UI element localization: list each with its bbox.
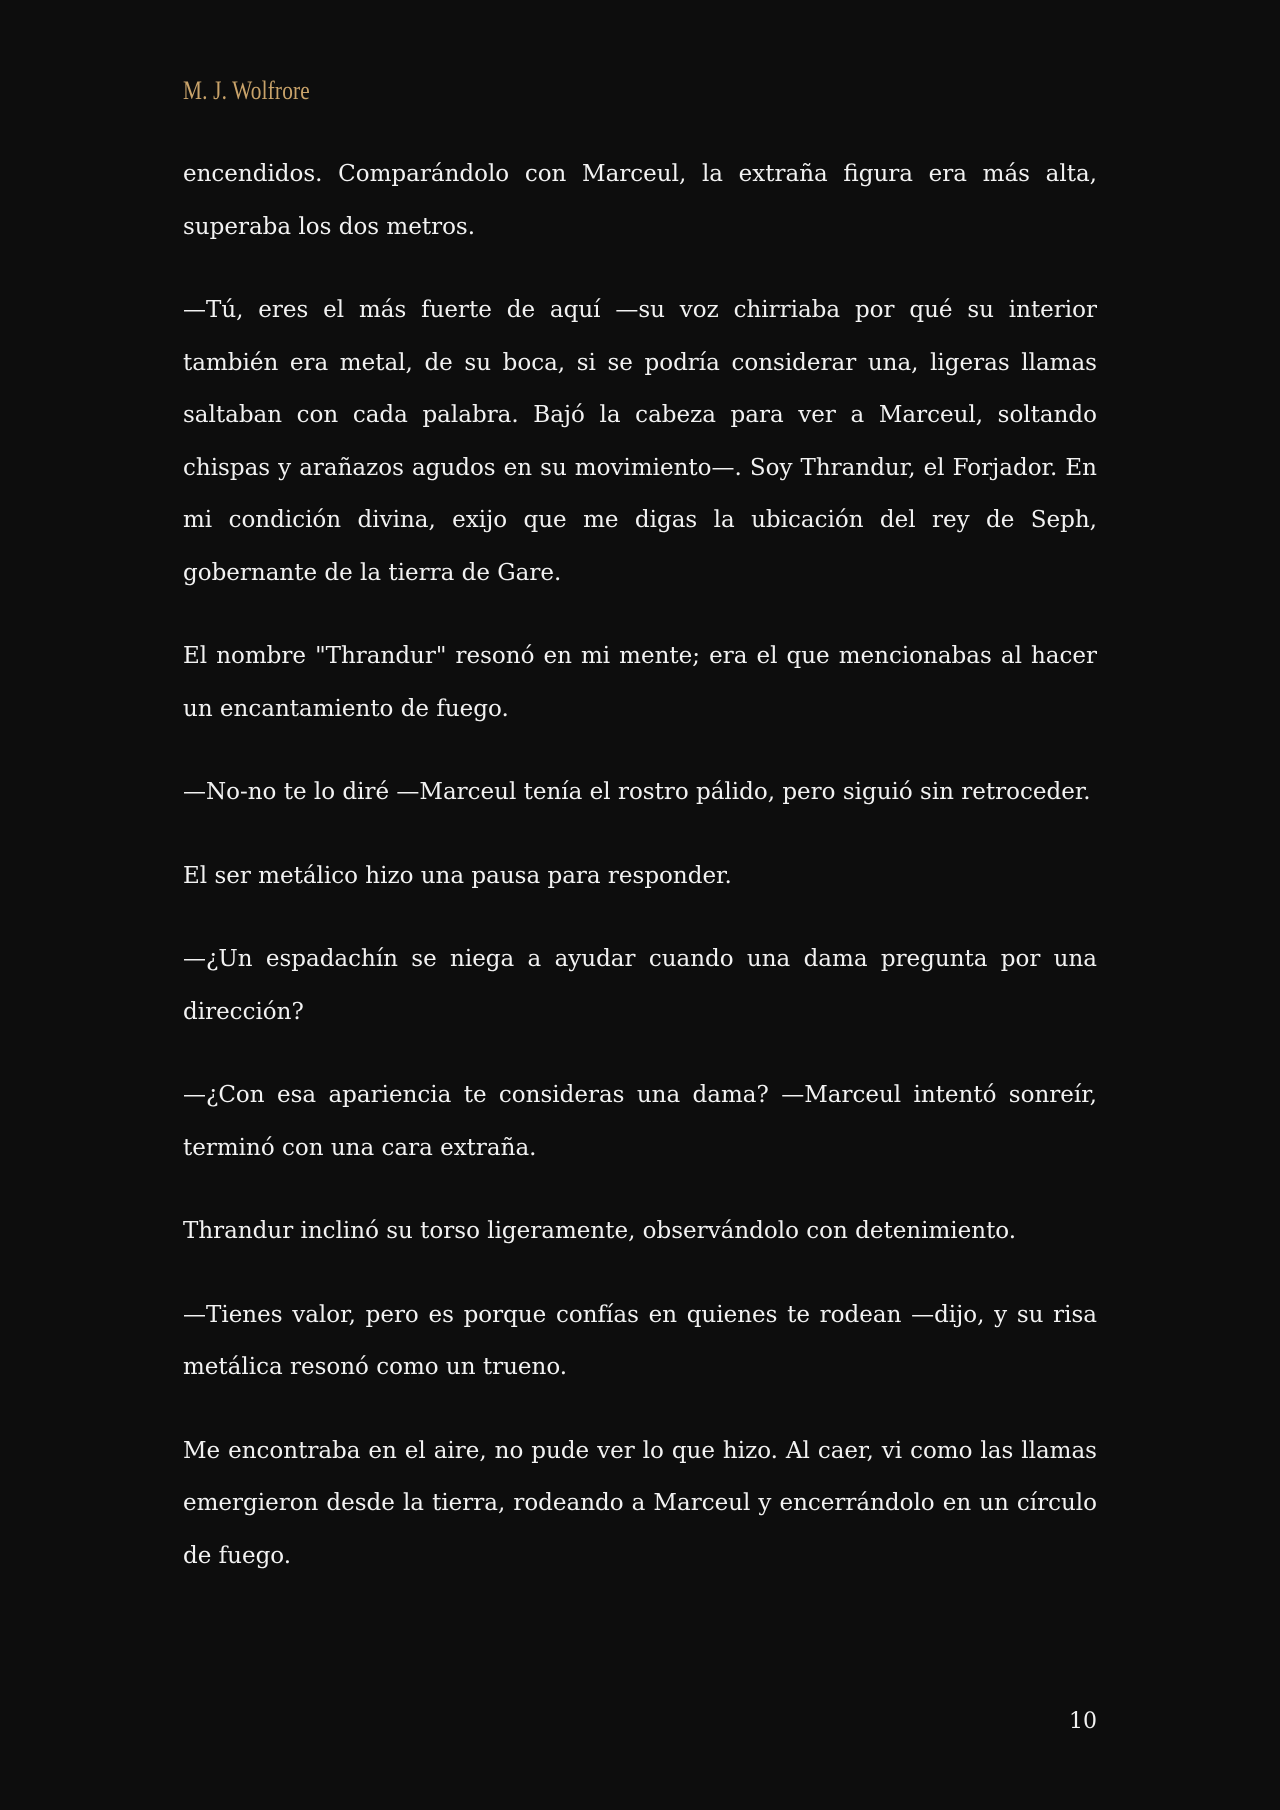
running-header-author: M. J. Wolfrore	[183, 76, 310, 105]
page-number: 10	[1069, 1709, 1097, 1734]
paragraph: —¿Con esa apariencia te consideras una dama? —Marceul intentó sonreír, terminó con una cara extraña.	[183, 1082, 1097, 1161]
paragraph: El nombre "Thrandur" resonó en mi mente; era el que mencionabas al hacer un encantamiento de fuego.	[183, 643, 1097, 722]
page-body	[183, 148, 1097, 1613]
paragraph: —¿Un espadachín se niega a ayudar cuando una dama pregunta por una dirección?	[183, 946, 1097, 1025]
paragraph: encendidos. Comparándolo con Marceul, la extraña figura era más alta, superaba los dos metros.	[183, 161, 1097, 240]
paragraph: —Tú, eres el más fuerte de aquí —su voz chirriaba por qué su interior también era metal, de su boca, si se podría considerar una, ligeras llamas saltaban con cada palabra. Bajó la cabeza para ver a Marceul, soltando chispas y arañazos agudos en su movimiento—. Soy Thrandur, el Forjador. En mi condición divina, exijo que me digas la ubicación del rey de Seph, gobernante de la tierra de Gare.	[183, 297, 1097, 586]
paragraph: El ser metálico hizo una pausa para responder.	[183, 862, 732, 889]
paragraph: —No-no te lo diré —Marceul tenía el rostro pálido, pero siguió sin retroceder.	[183, 779, 1091, 805]
paragraph: —Tienes valor, pero es porque confías en quienes te rodean —dijo, y su risa metálica resonó como un trueno.	[183, 1301, 1097, 1380]
paragraph: Me encontraba en el aire, no pude ver lo que hizo. Al caer, vi como las llamas emergieron desde la tierra, rodeando a Marceul y encerrándolo en un círculo de fuego.	[183, 1437, 1097, 1569]
paragraph: Thrandur inclinó su torso ligeramente, observándolo con detenimiento.	[183, 1218, 1017, 1244]
